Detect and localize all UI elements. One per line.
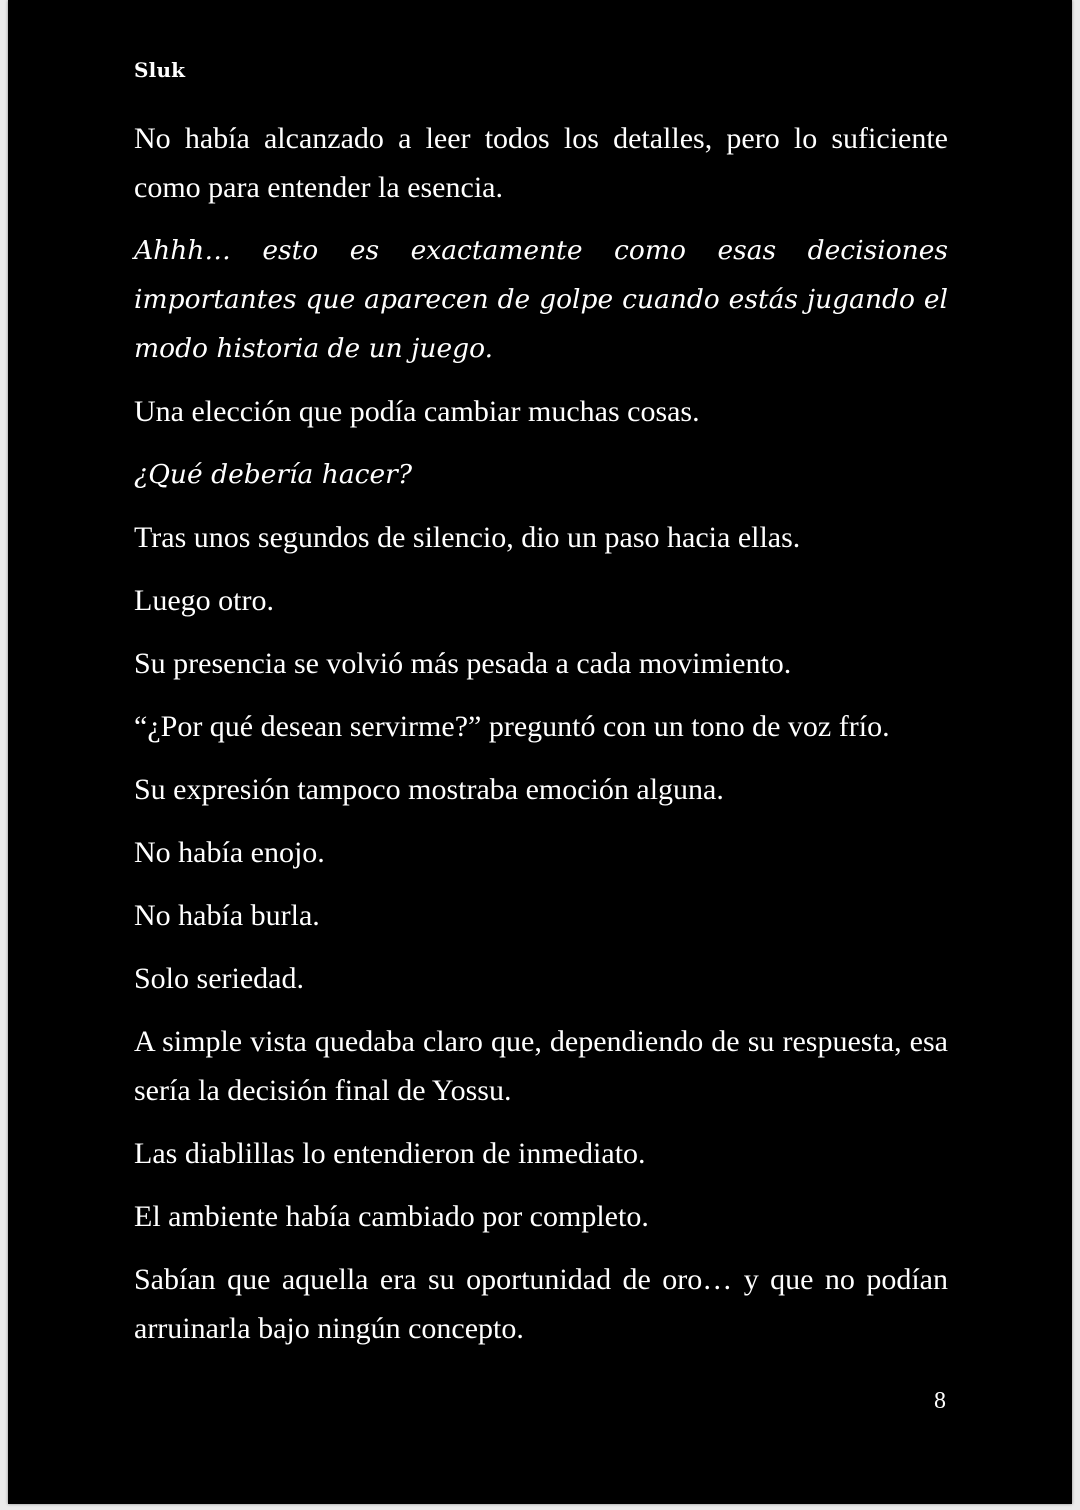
paragraph: Sabían que aquella era su oportunidad de oro… y que no podían arruinarla bajo ningún concepto.	[134, 1263, 948, 1345]
paragraph: No había alcanzado a leer todos los detalles, pero lo suficiente como para entender la esencia.	[134, 122, 948, 204]
page-body	[134, 114, 948, 1367]
paragraph: Su expresión tampoco mostraba emoción alguna.	[134, 773, 724, 806]
paragraph: No había burla.	[134, 899, 320, 932]
paragraph-italic: ¿Qué debería hacer?	[134, 459, 413, 490]
paragraph: A simple vista quedaba claro que, dependiendo de su respuesta, esa sería la decisión final de Yossu.	[134, 1025, 948, 1107]
running-header: Sluk	[134, 58, 186, 82]
paragraph: Las diablillas lo entendieron de inmediato.	[134, 1137, 646, 1170]
paragraph: Luego otro.	[134, 584, 274, 617]
paragraph-italic: Ahhh… esto es exactamente como esas decisiones importantes que aparecen de golpe cuando estás jugando el modo historia de un juego.	[134, 235, 948, 364]
paragraph: No había enojo.	[134, 836, 325, 869]
paragraph: “¿Por qué desean servirme?” preguntó con un tono de voz frío.	[134, 710, 890, 743]
paragraph: Solo seriedad.	[134, 962, 304, 995]
document-page	[8, 0, 1072, 1504]
paragraph: Tras unos segundos de silencio, dio un paso hacia ellas.	[134, 521, 801, 554]
paragraph: El ambiente había cambiado por completo.	[134, 1200, 649, 1233]
page-number: 8	[934, 1388, 946, 1414]
paragraph: Una elección que podía cambiar muchas cosas.	[134, 395, 700, 428]
paragraph: Su presencia se volvió más pesada a cada movimiento.	[134, 647, 792, 680]
